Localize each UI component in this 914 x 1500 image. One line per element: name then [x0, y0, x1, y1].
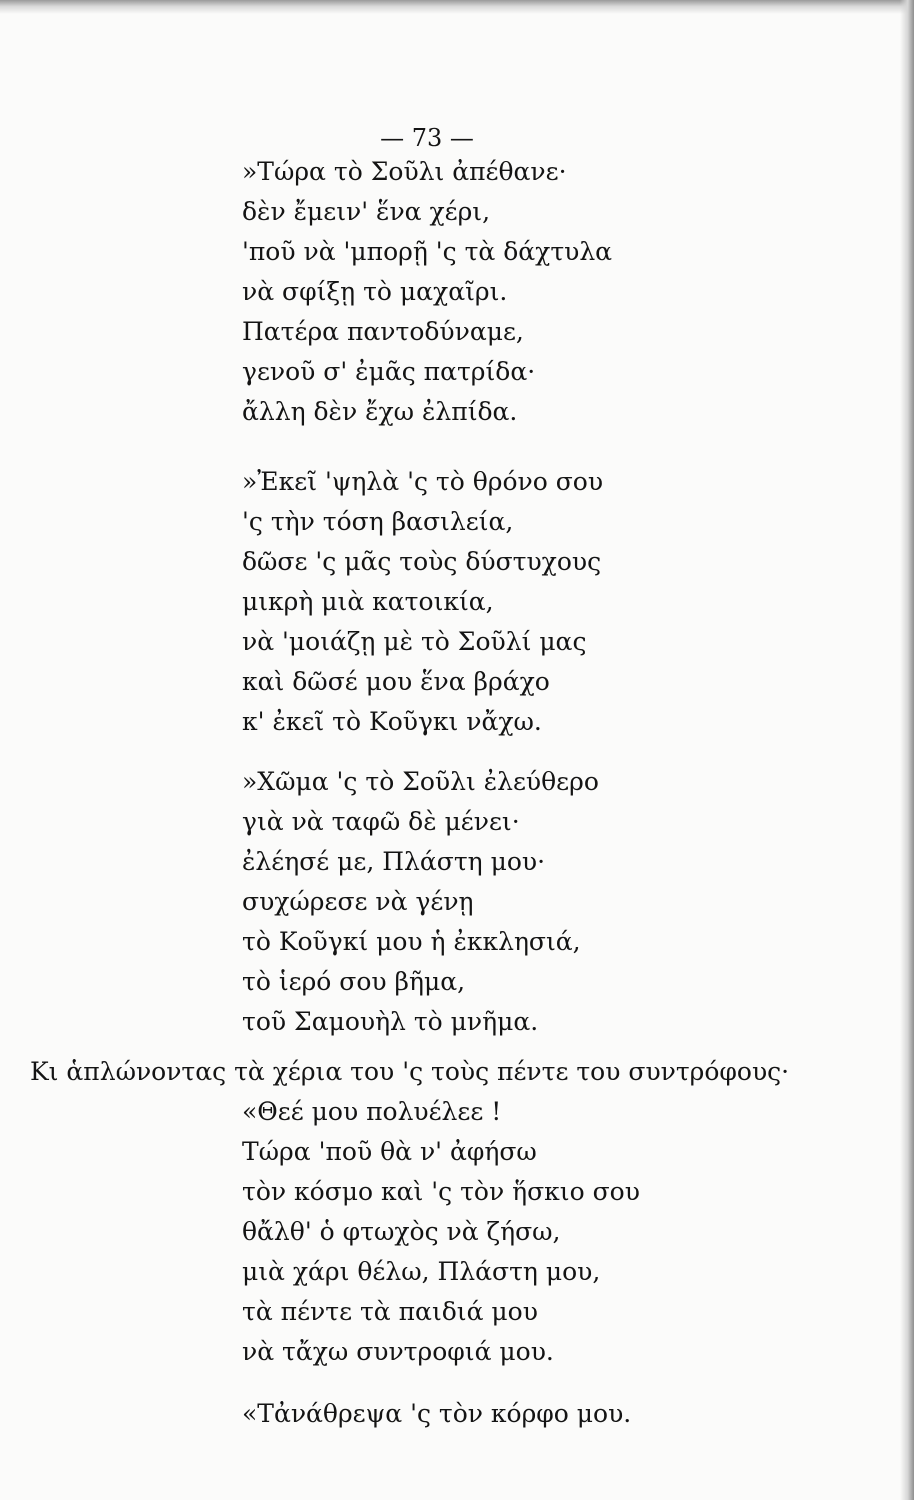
- verse-line: Πατέρα παντοδύναμε,: [242, 317, 524, 346]
- verse-line: ἄλλη δὲν ἔχω ἐλπίδα.: [242, 397, 518, 426]
- verse-line: «Θεέ μου πολυέλεε !: [242, 1097, 502, 1126]
- verse-line: 'ποῦ νὰ 'μπορῇ 'ς τὰ δάχτυλα: [242, 237, 613, 266]
- verse-line: μιὰ χάρι θέλω, Πλάστη μου,: [242, 1257, 601, 1286]
- verse-line: γιὰ νὰ ταφῶ δὲ μένει·: [242, 807, 520, 836]
- verse-line: συχώρεσε νὰ γένῃ: [242, 887, 474, 916]
- verse-line: »Χῶμα 'ς τὸ Σοῦλι ἐλεύθερο: [242, 767, 599, 796]
- verse-line: κ' ἐκεῖ τὸ Κοῦγκι νἄχω.: [242, 707, 542, 736]
- verse-line: τὰ πέντε τὰ παιδιά μου: [242, 1297, 538, 1326]
- stanza-1: [242, 152, 612, 432]
- verse-line: τοῦ Σαμουὴλ τὸ μνῆμα.: [242, 1007, 539, 1036]
- narrative-line: Κι ἁπλώνοντας τὰ χέρια του 'ς τοὺς πέντε του συντρόφους·: [30, 1057, 790, 1086]
- verse-line: νὰ σφίξῃ τὸ μαχαῖρι.: [242, 277, 508, 306]
- verse-line: Τώρα 'ποῦ θὰ ν' ἀφήσω: [242, 1137, 537, 1166]
- verse-line: ἐλέησέ με, Πλάστη μου·: [242, 847, 546, 876]
- stanza-3: [242, 762, 599, 1042]
- verse-line: »Ἐκεῖ 'ψηλὰ 'ς τὸ θρόνο σου: [242, 467, 604, 496]
- verse-line: δὲν ἔμειν' ἕνα χέρι,: [242, 197, 491, 226]
- verse-line: γενοῦ σ' ἐμᾶς πατρίδα·: [242, 357, 536, 386]
- verse-line: θἄλθ' ὁ φτωχὸς νὰ ζήσω,: [242, 1217, 561, 1246]
- stanza-2: [242, 462, 603, 742]
- verse-line: 'ς τὴν τόση βασιλεία,: [242, 507, 514, 536]
- verse-line: μικρὴ μιὰ κατοικία,: [242, 587, 494, 616]
- prayer-stanza: [242, 1092, 640, 1372]
- verse-line: «Τἀνάθρεψα 'ς τὸν κόρφο μου.: [242, 1399, 632, 1428]
- verse-line: »Τώρα τὸ Σοῦλι ἀπέθανε·: [242, 157, 567, 186]
- final-stanza: [242, 1394, 631, 1434]
- page-number: — 73 —: [380, 124, 474, 152]
- verse-line: τὸν κόσμο καὶ 'ς τὸν ἥσκιο σου: [242, 1177, 640, 1206]
- verse-line: καὶ δῶσέ μου ἕνα βράχο: [242, 667, 550, 696]
- verse-line: δῶσε 'ς μᾶς τοὺς δύστυχους: [242, 547, 602, 576]
- verse-line: τὸ Κοῦγκί μου ἡ ἐκκλησιά,: [242, 927, 581, 956]
- verse-line: τὸ ἱερό σου βῆμα,: [242, 967, 466, 996]
- page-top-shadow: [0, 0, 914, 14]
- page-right-shadow: [900, 0, 914, 1500]
- verse-line: νὰ 'μοιάζῃ μὲ τὸ Σοῦλί μας: [242, 627, 587, 656]
- verse-line: νὰ τἄχω συντροφιά μου.: [242, 1337, 554, 1366]
